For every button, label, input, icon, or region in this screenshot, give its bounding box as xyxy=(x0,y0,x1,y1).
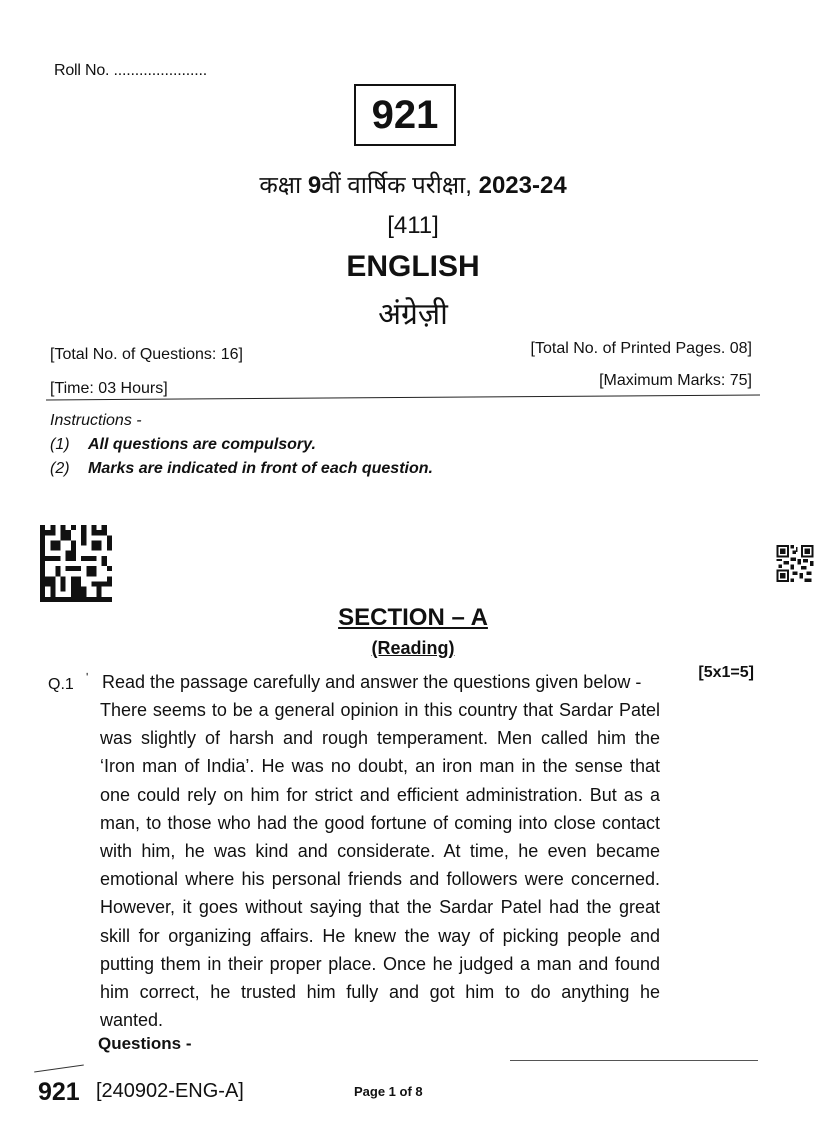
passage-line: putting them in their proper place. Once he judged a man and found xyxy=(100,953,660,974)
subject-code: [411] xyxy=(387,212,439,239)
instruction-text: Marks are indicated in front of each question. xyxy=(88,460,433,477)
footer-paper-code: 921 xyxy=(38,1078,80,1106)
maximum-marks: [Maximum Marks: 75] xyxy=(599,372,752,389)
passage-line: was slightly of harsh and rough temperament. Men called him the xyxy=(100,728,660,749)
paper-code-box xyxy=(354,84,456,146)
question-tick-mark: ʹ xyxy=(86,670,89,684)
question-prompt: Read the passage carefully and answer the questions given below - xyxy=(102,672,642,692)
passage-line: ‘Iron man of India’. He was no doubt, an iron man in the sense that xyxy=(100,756,660,777)
roll-number-field: Roll No. ...................... xyxy=(54,62,207,79)
instruction-item xyxy=(50,436,316,454)
exam-title-pre: कक्षा xyxy=(259,172,308,199)
section-subtitle: (Reading) xyxy=(371,638,455,658)
page-number: Page 1 of 8 xyxy=(354,1084,423,1099)
instruction-number: (2) xyxy=(50,460,70,477)
passage-line: emotional where his personal friends and followers were concerned. xyxy=(100,869,660,890)
exam-time: [Time: 03 Hours] xyxy=(50,380,168,397)
passage-line: with him, he was kind and considerate. At time, he even became xyxy=(100,841,660,862)
instruction-item xyxy=(50,460,433,478)
passage-line: wanted. xyxy=(100,1010,164,1031)
printed-pages: [Total No. of Printed Pages. 08] xyxy=(530,340,752,357)
exam-class: 9 xyxy=(307,172,322,199)
instruction-text: All questions are compulsory. xyxy=(88,436,316,453)
passage-line: man, to those who had the good fortune of coming into close contact xyxy=(100,812,660,833)
footer-divider xyxy=(510,1060,758,1061)
exam-title xyxy=(0,168,826,201)
datamatrix-code-icon xyxy=(40,525,112,602)
paper-code: 921 xyxy=(371,92,439,137)
instructions-heading: Instructions - xyxy=(50,412,142,429)
qr-code-icon xyxy=(775,545,815,582)
subject-title-hindi: अंग्रेज़ी xyxy=(378,297,448,332)
section-title: SECTION – A xyxy=(338,604,488,631)
total-questions: [Total No. of Questions: 16] xyxy=(50,346,243,363)
passage-line: one could rely on him for strict and efficient administration. But as a xyxy=(100,784,660,805)
passage-line: There seems to be a general opinion in this country that Sardar Patel xyxy=(100,700,660,720)
passage-line: skill for organizing affairs. He knew the way of picking people and xyxy=(100,925,660,946)
instruction-number: (1) xyxy=(50,436,70,453)
exam-title-post: वीं वार्षिक परीक्षा, xyxy=(321,172,479,199)
question-number: Q.1 xyxy=(48,676,74,693)
questions-heading: Questions - xyxy=(98,1034,192,1053)
footer-mark-left xyxy=(34,1065,84,1073)
passage-line: However, it goes without saying that the Sardar Patel had the great xyxy=(100,897,660,918)
exam-year: 2023-24 xyxy=(478,172,567,199)
subject-title: ENGLISH xyxy=(346,250,480,283)
reading-passage xyxy=(100,696,660,1034)
question-marks: [5x1=5] xyxy=(698,664,754,681)
passage-line: him correct, he trusted him fully and got him to do anything he xyxy=(100,982,660,1003)
footer-paper-id: [240902-ENG-A] xyxy=(96,1080,244,1102)
